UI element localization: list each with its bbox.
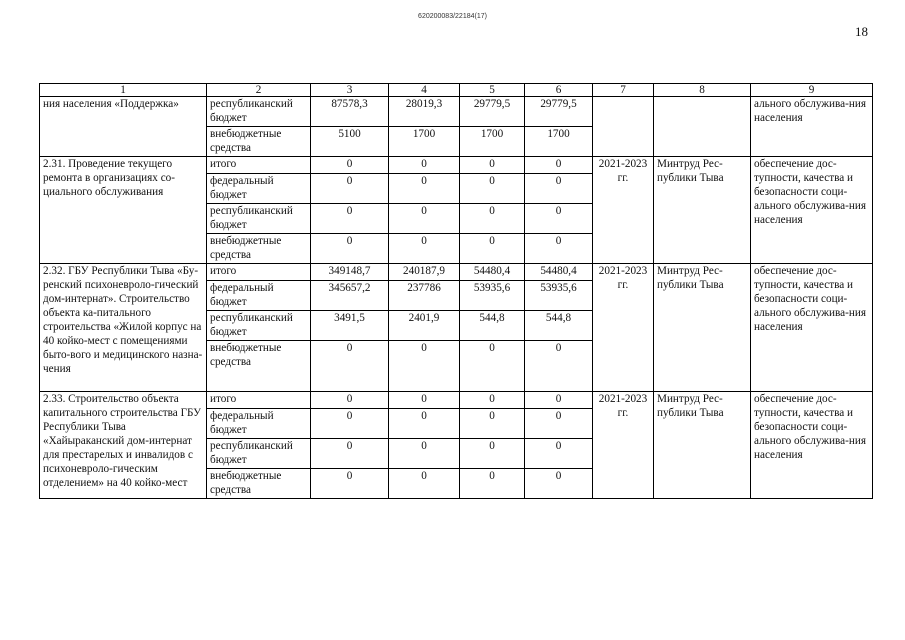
value-2022: 54480,4 xyxy=(460,264,525,281)
value-total: 349148,7 xyxy=(311,264,389,281)
value-2022: 1700 xyxy=(460,127,525,157)
funding-source: итого xyxy=(207,392,311,409)
value-2021: 237786 xyxy=(389,281,460,311)
executor-cell: Минтруд Рес-публики Тыва xyxy=(654,157,751,264)
value-2023: 0 xyxy=(525,469,593,499)
value-total: 0 xyxy=(311,341,389,392)
value-2022: 0 xyxy=(460,439,525,469)
funding-source: внебюджетные средства xyxy=(207,341,311,392)
executor-cell: Минтруд Рес-публики Тыва xyxy=(654,392,751,499)
value-total: 0 xyxy=(311,174,389,204)
table-row xyxy=(40,157,873,174)
value-2023: 54480,4 xyxy=(525,264,593,281)
header-cell: 4 xyxy=(389,84,460,97)
value-2023: 29779,5 xyxy=(525,97,593,127)
value-2022: 544,8 xyxy=(460,311,525,341)
value-2021: 0 xyxy=(389,409,460,439)
value-2022: 0 xyxy=(460,392,525,409)
funding-source: республиканский бюджет xyxy=(207,204,311,234)
result-cell: обеспечение дос-тупности, качества и безопасности соци-ального обслужива-ния населения xyxy=(751,392,873,499)
page-number: 18 xyxy=(855,24,868,39)
header-cell: 9 xyxy=(751,84,873,97)
value-2021: 0 xyxy=(389,341,460,392)
table-row xyxy=(40,97,873,127)
value-total: 3491,5 xyxy=(311,311,389,341)
value-2021: 0 xyxy=(389,174,460,204)
value-total: 345657,2 xyxy=(311,281,389,311)
funding-source: республиканский бюджет xyxy=(207,97,311,127)
value-2021: 28019,3 xyxy=(389,97,460,127)
value-2022: 0 xyxy=(460,157,525,174)
value-2023: 0 xyxy=(525,157,593,174)
value-total: 0 xyxy=(311,204,389,234)
header-cell: 7 xyxy=(593,84,654,97)
funding-source: итого xyxy=(207,157,311,174)
value-2021: 0 xyxy=(389,234,460,264)
funding-source: федеральный бюджет xyxy=(207,174,311,204)
period-cell xyxy=(593,97,654,157)
value-2022: 0 xyxy=(460,204,525,234)
period-cell: 2021-2023 гг. xyxy=(593,157,654,264)
value-total: 5100 xyxy=(311,127,389,157)
result-cell: обеспечение дос-тупности, качества и безопасности соци-ального обслужива-ния населения xyxy=(751,157,873,264)
header-cell: 8 xyxy=(654,84,751,97)
value-2023: 0 xyxy=(525,341,593,392)
value-2023: 0 xyxy=(525,234,593,264)
header-cell: 6 xyxy=(525,84,593,97)
value-2023: 0 xyxy=(525,439,593,469)
table-row xyxy=(40,392,873,409)
value-2022: 0 xyxy=(460,469,525,499)
funding-source: внебюджетные средства xyxy=(207,469,311,499)
value-2023: 0 xyxy=(525,409,593,439)
value-2023: 1700 xyxy=(525,127,593,157)
header-cell: 2 xyxy=(207,84,311,97)
value-2021: 0 xyxy=(389,157,460,174)
funding-source: федеральный бюджет xyxy=(207,409,311,439)
value-2021: 0 xyxy=(389,392,460,409)
event-name: 2.31. Проведение текущего ремонта в организациях со-циального обслуживания xyxy=(40,157,207,264)
header-cell: 5 xyxy=(460,84,525,97)
value-2022: 0 xyxy=(460,174,525,204)
value-2022: 0 xyxy=(460,341,525,392)
continued-event-name: ния населения «Поддержка» xyxy=(40,97,207,157)
header-row xyxy=(40,84,873,97)
result-cell: ального обслужива-ния населения xyxy=(751,97,873,157)
value-2021: 0 xyxy=(389,439,460,469)
value-2021: 0 xyxy=(389,204,460,234)
value-total: 0 xyxy=(311,469,389,499)
value-total: 0 xyxy=(311,392,389,409)
value-2021: 2401,9 xyxy=(389,311,460,341)
funding-source: федеральный бюджет xyxy=(207,281,311,311)
value-total: 0 xyxy=(311,234,389,264)
executor-cell xyxy=(654,97,751,157)
value-2022: 0 xyxy=(460,234,525,264)
value-2022: 0 xyxy=(460,409,525,439)
value-total: 87578,3 xyxy=(311,97,389,127)
funding-source: внебюджетные средства xyxy=(207,234,311,264)
program-table xyxy=(39,83,873,499)
value-2023: 0 xyxy=(525,204,593,234)
event-name: 2.33. Строительство объекта капитального строительства ГБУ Республики Тыва «Хайыраканский дом-интернат для престарелых и инвалидов с психоневроло-гическим отделением» на 40 койко-мест xyxy=(40,392,207,499)
value-2022: 29779,5 xyxy=(460,97,525,127)
funding-source: внебюджетные средства xyxy=(207,127,311,157)
value-total: 0 xyxy=(311,439,389,469)
value-2021: 240187,9 xyxy=(389,264,460,281)
executor-cell: Минтруд Рес-публики Тыва xyxy=(654,264,751,392)
event-name: 2.32. ГБУ Республики Тыва «Буренский психоневроло-гический дом-интернат». Строительство объекта ка-питального строительства «Жилой корпус на 40 койко-мест с помещениями быто-вого и медицинского назна-чения xyxy=(40,264,207,392)
table-row xyxy=(40,264,873,281)
value-2023: 53935,6 xyxy=(525,281,593,311)
value-2022: 53935,6 xyxy=(460,281,525,311)
result-cell: обеспечение дос-тупности, качества и безопасности соци-ального обслужива-ния населения xyxy=(751,264,873,392)
value-2023: 0 xyxy=(525,392,593,409)
period-cell: 2021-2023 гг. xyxy=(593,264,654,392)
header-cell: 3 xyxy=(311,84,389,97)
value-2021: 0 xyxy=(389,469,460,499)
value-total: 0 xyxy=(311,157,389,174)
funding-source: республиканский бюджет xyxy=(207,439,311,469)
period-cell: 2021-2023 гг. xyxy=(593,392,654,499)
document-code: 620200083/22184(17) xyxy=(418,13,487,20)
value-2023: 0 xyxy=(525,174,593,204)
funding-source: республиканский бюджет xyxy=(207,311,311,341)
value-total: 0 xyxy=(311,409,389,439)
value-2023: 544,8 xyxy=(525,311,593,341)
header-cell: 1 xyxy=(40,84,207,97)
value-2021: 1700 xyxy=(389,127,460,157)
funding-source: итого xyxy=(207,264,311,281)
